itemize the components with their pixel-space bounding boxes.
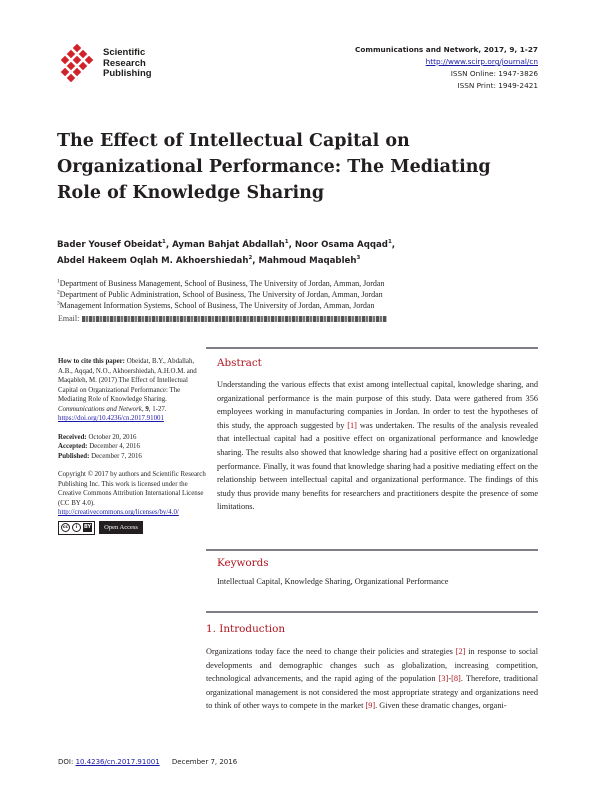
attribution-person-icon: i (72, 523, 81, 532)
intro-part: Organizations today face the need to change their policies and strategies (206, 647, 456, 656)
reference-link[interactable]: [9] (365, 701, 376, 711)
affiliation-item (57, 278, 517, 289)
license-link[interactable]: http://creativecommons.org/licenses/by/4.0/ (58, 509, 179, 516)
dates-block (58, 433, 206, 462)
author-separator: , (391, 240, 396, 250)
intro-divider (206, 611, 538, 613)
introduction-heading: 1. Introduction (206, 623, 286, 635)
page-footer (58, 758, 237, 766)
article-sidebar (58, 357, 206, 544)
author-name: Bader Yousef Obeidat (57, 240, 162, 250)
footer-doi-label: DOI: (58, 758, 74, 766)
cite-separator: , (141, 405, 144, 413)
received-label: Received: (58, 433, 87, 441)
affiliation-list (57, 278, 517, 312)
keywords-heading: Keywords (217, 557, 269, 569)
reference-link[interactable]: [1] (347, 420, 357, 430)
affiliation-marker: 2 (57, 289, 60, 296)
publisher-name-line2: Research (103, 57, 146, 69)
citation-block (58, 357, 206, 424)
introduction-text (206, 645, 538, 713)
affiliation-item (57, 289, 517, 300)
footer-doi-link[interactable]: 10.4236/cn.2017.91001 (75, 758, 160, 766)
abstract-part-2: was undertaken. The results of the analysis revealed that intellectual capital had a positive effect on organizational performance and knowledge sharing. The results also showed that knowledge sharing had a positive effect on organizational performance. Finally, it was found that knowledge sharing had a positive mediating effect on the relationship between intellectual capital and organizational performance. The findings of this study thus provide many benefits for researchers and practitioners despite the presence of some limitations. (217, 420, 538, 512)
abstract-part-1: Understanding the various effects that exist among intellectual capital, knowledge sharing, and organizational performance is the main purpose of this study. Data were gathered from 356 employees working in manufacturing companies in Jordan. In order to test the hypotheses of this study, the approach suggested by (217, 380, 538, 430)
cite-volume: 9 (145, 405, 149, 413)
copyright-text: Copyright © 2017 by authors and Scientific Research Publishing Inc. This work is licensed under the Creative Commons Attribution International License (CC BY 4.0). (58, 471, 206, 507)
abstract-divider (206, 347, 538, 349)
doi-link[interactable]: https://doi.org/10.4236/cn.2017.91001 (58, 415, 164, 422)
cite-pages: , 1-27. (148, 405, 167, 413)
author-affil-marker: 3 (356, 255, 361, 262)
accepted-date: December 4, 2016 (89, 443, 140, 450)
affiliation-text: Management Information Systems, School of Business, The University of Jordan, Amman, Jordan (59, 301, 375, 311)
abstract-text (217, 378, 538, 514)
reference-link[interactable]: [2] (455, 647, 466, 656)
affiliation-marker: 1 (57, 278, 60, 285)
affiliation-item (57, 300, 517, 311)
journal-url-link[interactable]: http://www.scirp.org/journal/cn (425, 57, 538, 66)
received-date: October 20, 2016 (88, 433, 137, 441)
author-affil-marker: 1 (161, 239, 166, 246)
open-access-badge: Open Access (99, 521, 143, 535)
publisher-name (103, 48, 152, 80)
footer-date: December 7, 2016 (171, 758, 238, 766)
affiliation-marker: 3 (57, 300, 60, 307)
affiliation-text: Department of Public Administration, School of Business, The University of Jordan, Amman, Jordan (59, 290, 383, 300)
reference-link[interactable]: [8] (451, 674, 461, 684)
author-separator: , (252, 256, 259, 266)
author-affil-marker: 1 (284, 239, 289, 246)
license-badges (58, 521, 206, 535)
journal-meta (355, 44, 538, 92)
journal-citation: Communications and Network, 2017, 9, 1-27 (354, 45, 538, 54)
author-name: Noor Osama Aqqad (294, 240, 388, 250)
license-block (58, 470, 206, 535)
reference-link[interactable]: [3] (438, 674, 449, 684)
cc-by-label: BY (83, 523, 92, 533)
publisher-name-line3: Publishing (103, 68, 152, 79)
author-affil-marker: 1 (387, 239, 392, 246)
published-date: December 7, 2016 (91, 452, 142, 460)
intro-part: in response to social developments and demographic changes such as globalization, increasing competition, technological advancements, and the rapid aging of the population (206, 647, 538, 684)
author-name: Ayman Bahjat Abdallah (172, 240, 285, 250)
author-list (57, 237, 517, 269)
issn-online: ISSN Online: 1947-3826 (450, 69, 538, 78)
author-affil-marker: 2 (248, 255, 253, 262)
accepted-label: Accepted: (58, 443, 88, 450)
intro-part: - (448, 674, 452, 684)
author-name: Mahmoud Maqableh (258, 256, 357, 266)
author-email-line (58, 314, 422, 323)
cc-by-badge[interactable] (58, 521, 95, 535)
intro-part: . Therefore, traditional organizational management is not considered the most appropriate strategy and organizations need to think of other ways to compete in the market (206, 674, 539, 711)
author-separator: , (288, 240, 295, 250)
author-separator: , (165, 240, 173, 250)
publisher-name-line1: Scientific (103, 47, 146, 58)
cite-text: Obeidat, B.Y., Abdallah, A.B., Aqqad, N.O., Akhoershiedah, A.H.O.M. and Maqableh, M. (2017) The Effect of Intellectual Capital on Organizational Performance: The Mediating Role of Knowledge Sharing. (58, 358, 197, 403)
affiliation-text: Department of Business Management, School of Business, The University of Jordan, Amman, Jordan (59, 279, 385, 288)
email-label: Email: (58, 314, 80, 323)
keywords-divider (206, 549, 538, 551)
cite-label: How to cite this paper: (58, 358, 125, 365)
keywords-text: Intellectual Capital, Knowledge Sharing, Organizational Performance (217, 577, 449, 586)
issn-print: ISSN Print: 1949-2421 (457, 81, 538, 90)
published-label: Published: (58, 452, 90, 460)
creative-commons-icon: cc (61, 523, 70, 532)
abstract-heading: Abstract (217, 357, 262, 369)
author-name: Abdel Hakeem Oqlah M. Akhoershiedah (57, 256, 249, 266)
cite-journal: Communications and Network (58, 405, 142, 413)
intro-part: . Given these dramatic changes, organi- (375, 701, 507, 711)
article-title: The Effect of Intellectual Capital on Organizational Performance: The Mediating Role of Knowledge Sharing (57, 131, 491, 203)
obscured-email-text (82, 316, 387, 322)
